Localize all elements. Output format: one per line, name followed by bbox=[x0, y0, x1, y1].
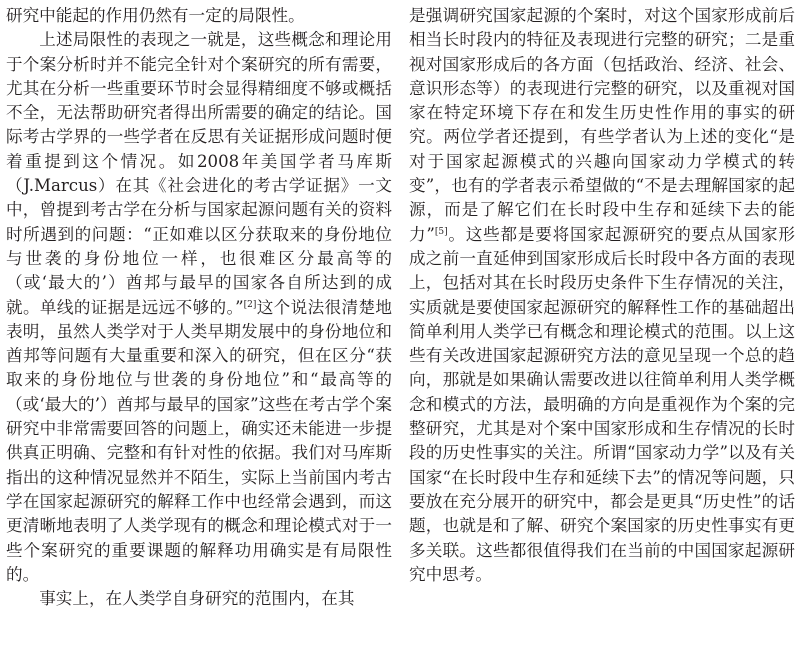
paragraph-text: 是强调研究国家起源的个案时，对这个国家形成前后相当长时段内的特征及表现进行完整的研究；二是重视对国家形成后的各方面（包括政治、经济、社会、意识形态等）的表现进行完整的研究，以及重视对国家在特定环境下存在和发生历史性作用的事实的研究。两位学者还提到，有些学者认为上述的变化“是对于国家起源模式的兴趣向国家动力学模式的转变”，也有的学者表示希望做的“不是去理解国家的起源，而是了解它们在长时段中生存和延续下去的能力” bbox=[409, 6, 795, 244]
paragraph-continuation bbox=[6, 4, 392, 28]
paragraph-continuation bbox=[409, 4, 795, 587]
paragraph-start bbox=[6, 587, 392, 611]
paragraph-marcus-quote bbox=[6, 28, 392, 587]
paragraph-text: 研究中能起的作用仍然有一定的局限性。 bbox=[6, 6, 305, 25]
left-column bbox=[6, 4, 392, 611]
right-column bbox=[409, 4, 795, 587]
paragraph-text: 事实上，在人类学自身研究的范围内，在其 bbox=[39, 589, 355, 609]
citation-ref: [5] bbox=[434, 226, 448, 237]
paragraph-text: 这个说法很清楚地表明，虽然人类学对于人类早期发展中的身份地位和酋邦等问题有大量重要和深入的研究，但在区分“获取来的身份地位与世袭的身份地位”和“最高等的（或‘最大的’）酋邦与最早的国家”这些在考古学个案研究中非常需要回答的问题上，确实还未能进一步提供真正明确、完整和有针对性的依据。我们对马库斯指出的这种情况显然并不陌生，实际上当前国内考古学在国家起源研究的解释工作中也经常会遇到，而这更清晰地表明了人类学现有的概念和理论模式对于一些个案研究的重要课题的解释功用确实是有局限性的。 bbox=[6, 297, 393, 584]
paragraph-text: 上述局限性的表现之一就是，这些概念和理论用于个案分析时并不能完全针对个案研究的所有需要，尤其在分析一些重要环节时会显得精细度不够或概括不全，无法帮助研究者得出所需要的确定的结论。国际考古学界的一些学者在反思有关证据形成问题时便着重提到这个情况。如2008年美国学者马库斯（J.Marcus）在其《社会进化的考古学证据》一文中，曾提到考古学在分析与国家起源问题有关的资料时所遇到的问题：“正如难以区分获取来的身份地位与世袭的身份地位一样，也很难区分最高等的（或‘最大的’）酋邦与最早的国家各自所达到的成就。单线的证据是远远不够的。” bbox=[6, 30, 392, 317]
citation-ref: [2] bbox=[243, 299, 257, 310]
paragraph-text: 。这些都是要将国家起源研究的要点从国家形成之前一直延伸到国家形成后长时段中各方面的表现上，包括对其在长时段历史条件下生存情况的关注，实质就是要使国家起源研究的解释性工作的基础超出简单利用人类学已有概念和理论模式的范围。以上这些有关改进国家起源研究方法的意见呈现一个总的趋向，那就是如果确认需要改进以往简单利用人类学概念和模式的方法，最明确的方向是重视作为个案的完整研究，尤其是对个案中国家形成和生存情况的长时段的历史性事实的关注。所谓“国家动力学”以及有关国家“在长时段中生存和延续下去”的情况等问题，只要放在充分展开的研究中，都会是更具“历史性”的话题，也就是和了解、研究个案国家的历史性事实有更多关联。这些都很值得我们在当前的中国国家起源研究中思考。 bbox=[409, 224, 796, 584]
